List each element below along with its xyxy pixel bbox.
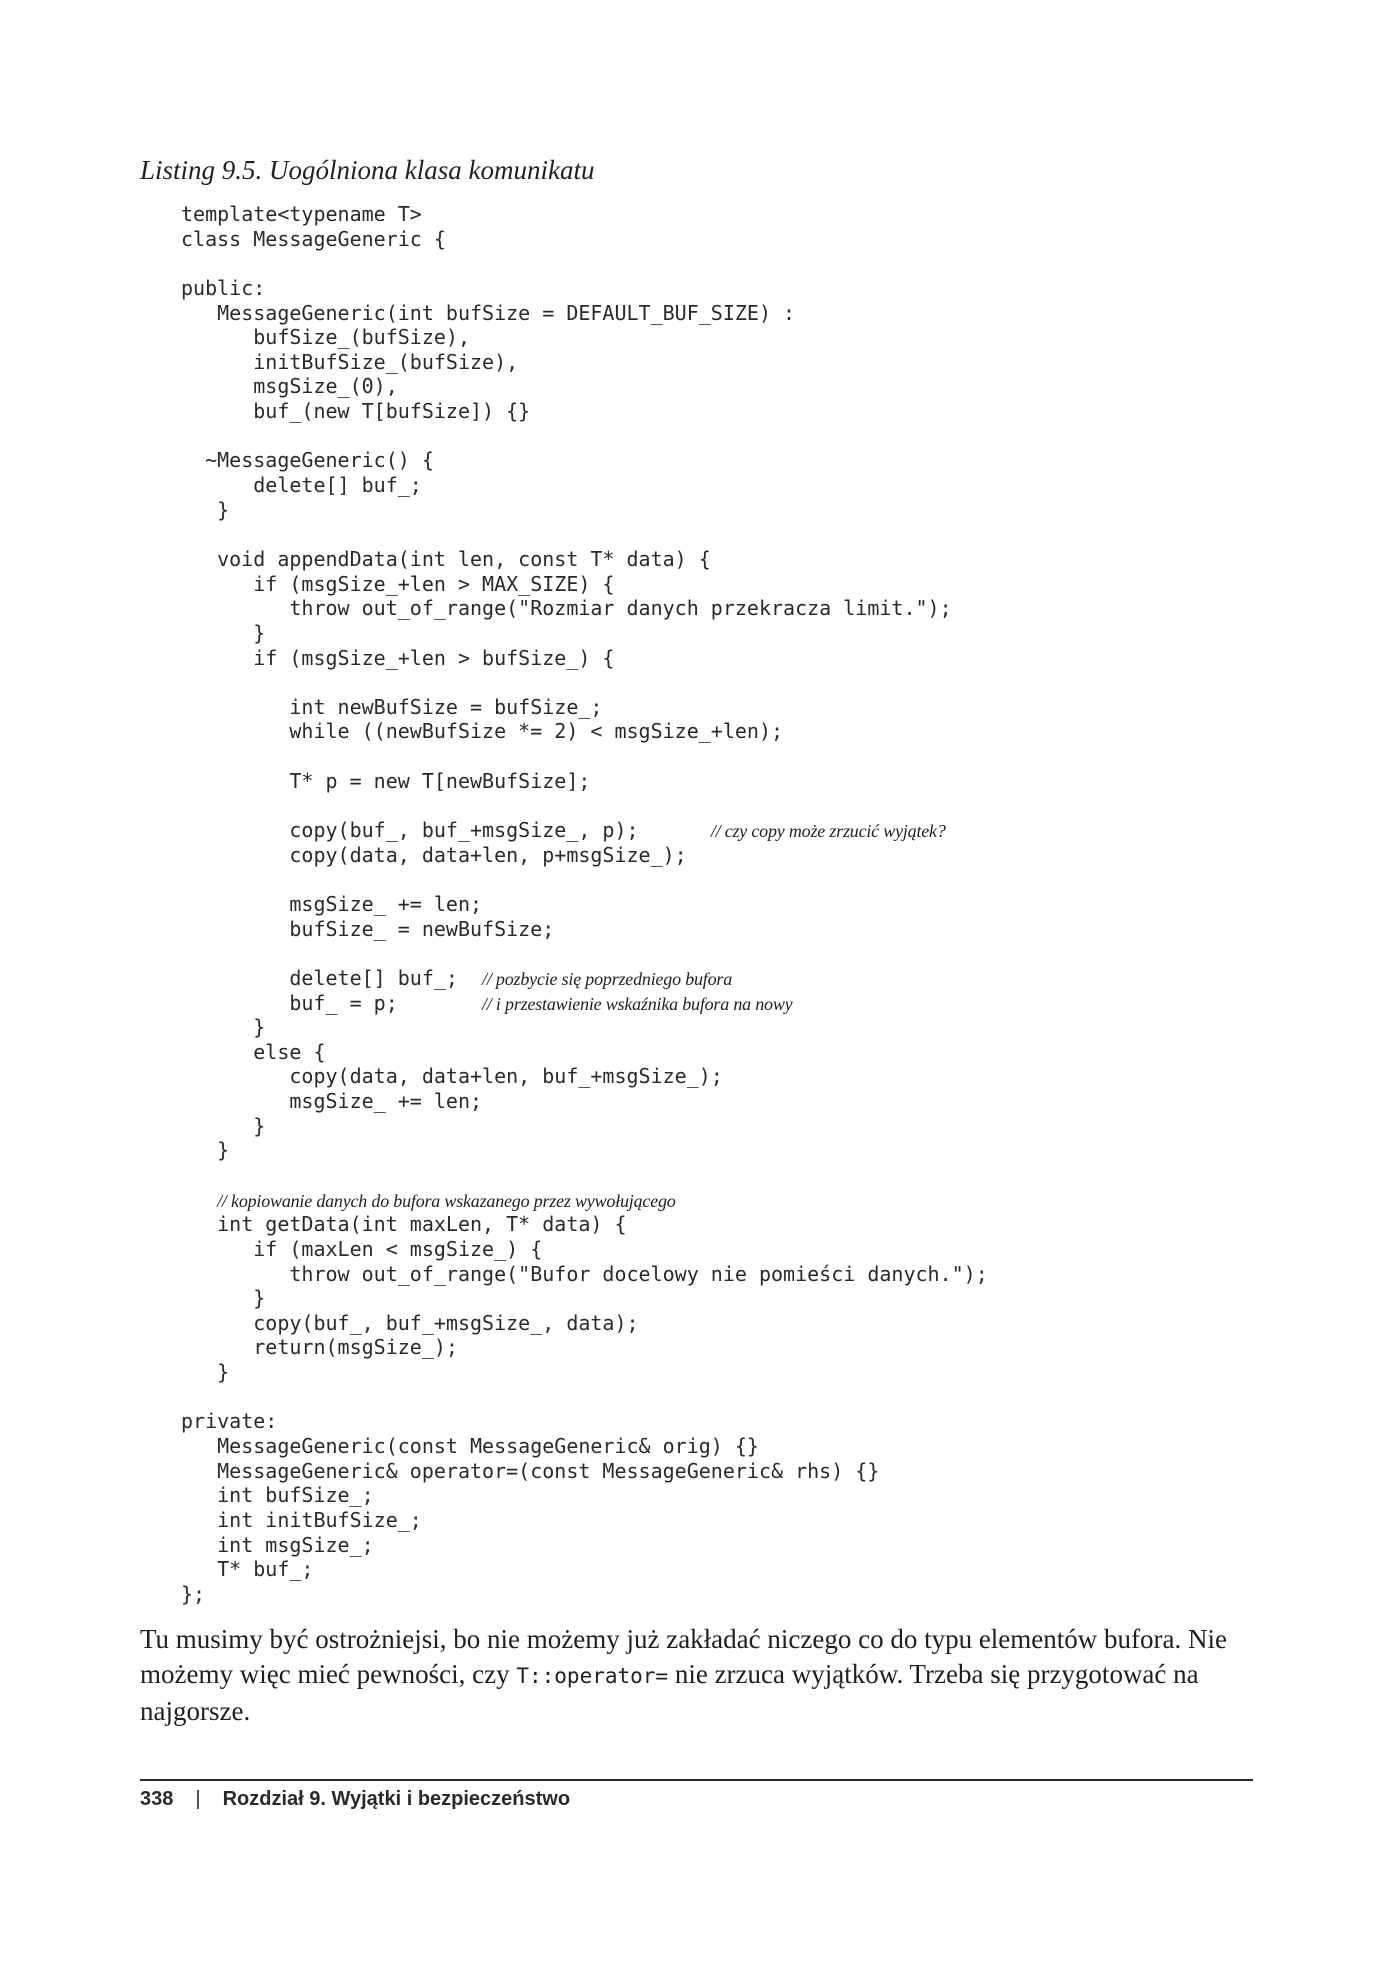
code-text: }	[181, 1360, 230, 1385]
code-line	[181, 867, 988, 892]
code-line	[181, 424, 988, 449]
code-line	[181, 276, 988, 301]
code-text: delete[] buf_;	[181, 473, 422, 498]
footer-separator: |	[195, 1788, 201, 1810]
code-text: T* p = new T[newBufSize];	[181, 768, 591, 793]
code-text: buf_ = p;	[181, 990, 483, 1015]
code-text: MessageGeneric(int bufSize = DEFAULT_BUF_SIZE) :	[181, 300, 796, 325]
code-comment: // pozbycie się poprzedniego bufora	[482, 968, 732, 989]
code-text: copy(data, data+len, buf_+msgSize_);	[181, 1064, 723, 1089]
body-text-before-code: Tu musimy być ostrożniejsi, bo nie możemy już zakładać niczego co do typu elementów bufora. Nie możemy więc mieć pewności, czy	[140, 1624, 1227, 1689]
code-line	[181, 1385, 988, 1410]
code-text: public:	[181, 275, 266, 300]
code-line	[181, 1557, 988, 1582]
code-line	[181, 448, 988, 473]
code-line	[181, 941, 988, 966]
code-text: T* buf_;	[181, 1557, 314, 1582]
code-line	[181, 646, 988, 671]
code-text: int msgSize_;	[181, 1532, 374, 1557]
code-comment: // i przestawienie wskaźnika bufora na nowy	[482, 993, 793, 1014]
code-line	[181, 1015, 988, 1040]
code-text: copy(buf_, buf_+msgSize_, p);	[181, 818, 711, 843]
code-line	[181, 1089, 988, 1114]
code-text: if (msgSize_+len > bufSize_) {	[181, 645, 615, 670]
code-line	[181, 473, 988, 498]
code-line	[181, 1360, 988, 1385]
code-line	[181, 1237, 988, 1262]
code-text: }	[181, 1138, 230, 1163]
code-comment: // kopiowanie danych do bufora wskazanego przez wywołującego	[217, 1190, 676, 1211]
footer-rule	[140, 1779, 1253, 1781]
code-line	[181, 719, 988, 744]
code-line	[181, 695, 988, 720]
code-line	[181, 1212, 988, 1237]
code-text: copy(data, data+len, p+msgSize_);	[181, 842, 687, 867]
code-text: }	[181, 1113, 266, 1138]
code-line	[181, 621, 988, 646]
code-text: MessageGeneric(const MessageGeneric& orig) {}	[181, 1434, 759, 1459]
code-text: int getData(int maxLen, T* data) {	[181, 1212, 627, 1237]
code-line	[181, 1311, 988, 1336]
code-text: int bufSize_;	[181, 1483, 374, 1508]
code-line	[181, 892, 988, 917]
code-line	[181, 843, 988, 868]
body-paragraph	[140, 1622, 1255, 1729]
page-number: 338	[140, 1788, 174, 1810]
code-line	[181, 744, 988, 769]
code-text: copy(buf_, buf_+msgSize_, data);	[181, 1310, 639, 1335]
code-line	[181, 1064, 988, 1089]
code-text: template<typename T>	[181, 202, 422, 226]
code-line	[181, 1335, 988, 1360]
code-text: void appendData(int len, const T* data) {	[181, 546, 711, 571]
code-line	[181, 1262, 988, 1287]
code-line	[181, 1114, 988, 1139]
code-line	[181, 325, 988, 350]
code-text: }	[181, 1015, 266, 1040]
code-line	[181, 1483, 988, 1508]
code-text: MessageGeneric& operator=(const MessageGeneric& rhs) {}	[181, 1458, 880, 1483]
code-comment: // czy copy może zrzucić wyjątek?	[710, 821, 946, 842]
code-line	[181, 670, 988, 695]
code-line	[181, 1040, 988, 1065]
code-text: if (maxLen < msgSize_) {	[181, 1236, 543, 1261]
code-line	[181, 1459, 988, 1484]
code-text: }	[181, 1286, 266, 1311]
code-line	[181, 917, 988, 942]
code-text: private:	[181, 1409, 278, 1434]
code-line	[181, 1582, 988, 1607]
code-text: class MessageGeneric {	[181, 226, 446, 251]
code-line	[181, 251, 988, 276]
code-text: throw out_of_range("Bufor docelowy nie pomieści danych.");	[181, 1261, 988, 1286]
code-listing	[181, 202, 988, 1607]
code-line	[181, 498, 988, 523]
code-text: msgSize_ += len;	[181, 891, 483, 916]
code-text: if (msgSize_+len > MAX_SIZE) {	[181, 571, 615, 596]
code-line	[181, 522, 988, 547]
code-text: delete[] buf_;	[181, 965, 483, 990]
code-text: }	[181, 620, 266, 645]
code-text: initBufSize_(bufSize),	[181, 349, 519, 374]
code-text: msgSize_(0),	[181, 374, 398, 399]
code-line	[181, 966, 988, 991]
chapter-title: Rozdział 9. Wyjątki i bezpieczeństwo	[222, 1788, 571, 1810]
code-text: ~MessageGeneric() {	[181, 448, 434, 473]
code-text: else {	[181, 1039, 326, 1064]
code-text: msgSize_ += len;	[181, 1089, 483, 1114]
code-line	[181, 1434, 988, 1459]
code-line	[181, 1163, 988, 1188]
code-line	[181, 1188, 988, 1213]
body-text-after-code: nie zrzuca wyjątków. Trzeba się przygotować na najgorsze.	[140, 1659, 1199, 1726]
code-line	[181, 1286, 988, 1311]
code-line	[181, 572, 988, 597]
code-text: return(msgSize_);	[181, 1335, 458, 1360]
code-line	[181, 1508, 988, 1533]
inline-code: T::operator=	[516, 1664, 669, 1688]
code-line	[181, 818, 988, 843]
code-text: int newBufSize = bufSize_;	[181, 694, 603, 719]
code-text: bufSize_ = newBufSize;	[181, 916, 555, 941]
code-text: throw out_of_range("Rozmiar danych przekracza limit.");	[181, 596, 952, 621]
code-text: };	[181, 1581, 206, 1606]
code-line	[181, 991, 988, 1016]
code-text: bufSize_(bufSize),	[181, 325, 470, 350]
code-line	[181, 227, 988, 252]
code-line	[181, 1409, 988, 1434]
listing-caption: Listing 9.5. Uogólniona klasa komunikatu	[140, 155, 595, 185]
code-line	[181, 793, 988, 818]
code-line	[181, 399, 988, 424]
code-line	[181, 202, 988, 227]
page-footer	[140, 1788, 570, 1811]
code-text: }	[181, 497, 230, 522]
code-line	[181, 1533, 988, 1558]
code-text: int initBufSize_;	[181, 1507, 422, 1532]
code-text	[181, 1188, 217, 1212]
code-line	[181, 769, 988, 794]
code-line	[181, 374, 988, 399]
code-line	[181, 350, 988, 375]
code-line	[181, 301, 988, 326]
code-text: while ((newBufSize *= 2) < msgSize_+len);	[181, 719, 784, 744]
code-text: buf_(new T[bufSize]) {}	[181, 399, 531, 424]
code-line	[181, 547, 988, 572]
code-line	[181, 596, 988, 621]
code-line	[181, 1138, 988, 1163]
